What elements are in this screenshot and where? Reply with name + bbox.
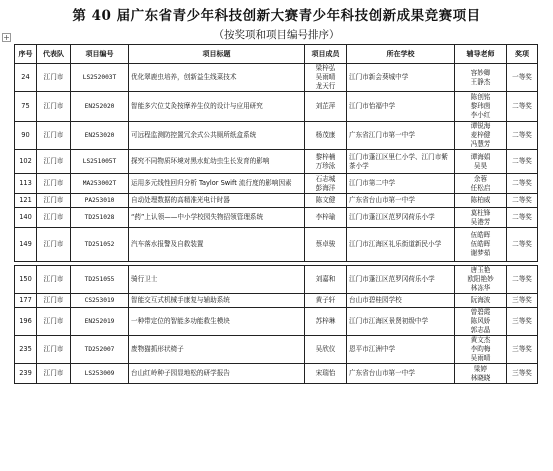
cell-tutor: 陈柏威 bbox=[455, 194, 507, 208]
table-header-row bbox=[15, 45, 538, 64]
cell-no: 24 bbox=[15, 64, 37, 92]
cell-tutor: 梁婷 林晓晓 bbox=[455, 364, 507, 384]
page-title: 第 40 届广东省青少年科技创新大赛青少年科技创新成果竞赛项目 bbox=[72, 8, 481, 24]
cell-members: 刘芷萍 bbox=[305, 92, 347, 122]
cell-tutor: 容妙卿 王静杰 bbox=[455, 64, 507, 92]
table-row bbox=[15, 364, 538, 384]
header-school: 所在学校 bbox=[347, 45, 455, 64]
cell-no: 239 bbox=[15, 364, 37, 384]
cell-members: 黎梓楠 万珍泳 bbox=[305, 150, 347, 174]
cell-code: LS251005T bbox=[71, 150, 129, 174]
cell-code: TD251028 bbox=[71, 208, 129, 228]
cell-code: LS252003T bbox=[71, 64, 129, 92]
cell-tutor: 谭锐海 麦梓健 冯慧芳 bbox=[455, 122, 507, 150]
cell-award: 三等奖 bbox=[507, 308, 538, 336]
cell-title: 骑行卫士 bbox=[129, 266, 305, 294]
table-row bbox=[15, 336, 538, 364]
cell-school: 广东省江门市第一中学 bbox=[347, 122, 455, 150]
table-row bbox=[15, 64, 538, 92]
cell-title: 智能多穴位艾灸按摩养生仪的设计与应用研究 bbox=[129, 92, 305, 122]
cell-tutor: 唐玉艳 欧阳艳妙 林冻华 bbox=[455, 266, 507, 294]
cell-team: 江门市 bbox=[37, 174, 71, 194]
cell-school: 广东省台山市第一中学 bbox=[347, 364, 455, 384]
cell-tutor: 莫柱锋 吴港芳 bbox=[455, 208, 507, 228]
cell-award: 二等奖 bbox=[507, 174, 538, 194]
table-row bbox=[15, 194, 538, 208]
cell-no: 177 bbox=[15, 294, 37, 308]
table-row bbox=[15, 266, 538, 294]
cell-award: 三等奖 bbox=[507, 336, 538, 364]
cell-award: 二等奖 bbox=[507, 92, 538, 122]
page-subtitle: （按奖项和项目编号排序） bbox=[213, 29, 340, 41]
cell-school: 江门市蓬江区范罗冈荷乐小学 bbox=[347, 266, 455, 294]
cell-award: 二等奖 bbox=[507, 150, 538, 174]
table-row bbox=[15, 308, 538, 336]
cell-no: 121 bbox=[15, 194, 37, 208]
cell-tutor: 伍皓晖 伍皓晖 谢梦茹 bbox=[455, 228, 507, 262]
cell-code: MA253002T bbox=[71, 174, 129, 194]
cell-tutor: 余蓉 任松启 bbox=[455, 174, 507, 194]
cell-members: 梁梓弘 吴雨晴 龙天行 bbox=[305, 64, 347, 92]
cell-members: 刘嘉和 bbox=[305, 266, 347, 294]
table-row bbox=[15, 208, 538, 228]
cell-school: 江门市怡福中学 bbox=[347, 92, 455, 122]
table-row bbox=[15, 92, 538, 122]
cell-code: TD251052 bbox=[71, 228, 129, 262]
cell-title: 运用多元线性回归分析 Taylor Swift 流行度的影响因素 bbox=[129, 174, 305, 194]
cell-members: 杨茂康 bbox=[305, 122, 347, 150]
cell-award: 二等奖 bbox=[507, 122, 538, 150]
header-title: 项目标题 bbox=[129, 45, 305, 64]
cell-title: 台山红岭种子园显地松的研学报告 bbox=[129, 364, 305, 384]
cell-tutor: 陈创铭 黎玮茵 李小红 bbox=[455, 92, 507, 122]
cell-team: 江门市 bbox=[37, 122, 71, 150]
cell-school: 恩平市江洲中学 bbox=[347, 336, 455, 364]
cell-code: CS253019 bbox=[71, 294, 129, 308]
cell-school: 江门市蓬江区里仁小学、江门市紫茶小学 bbox=[347, 150, 455, 174]
cell-school: 江门市新会葵城中学 bbox=[347, 64, 455, 92]
cell-code: LS253009 bbox=[71, 364, 129, 384]
cell-award: 一等奖 bbox=[507, 64, 538, 92]
header-tutor: 辅导老师 bbox=[455, 45, 507, 64]
header-no: 序号 bbox=[15, 45, 37, 64]
cell-no: 113 bbox=[15, 174, 37, 194]
cell-title: 优化翠鹿虫培养，创新益生线菜技术 bbox=[129, 64, 305, 92]
table-row bbox=[15, 174, 538, 194]
cell-code: PA253010 bbox=[71, 194, 129, 208]
cell-team: 江门市 bbox=[37, 364, 71, 384]
cell-members: 宋瑞怡 bbox=[305, 364, 347, 384]
table-row bbox=[15, 150, 538, 174]
cell-team: 江门市 bbox=[37, 308, 71, 336]
table-row bbox=[15, 122, 538, 150]
cell-team: 江门市 bbox=[37, 208, 71, 228]
cell-title: 一种带定位的智能多功能救生模块 bbox=[129, 308, 305, 336]
cell-no: 235 bbox=[15, 336, 37, 364]
cell-tutor: 谭海娟 吴昊 bbox=[455, 150, 507, 174]
cell-no: 102 bbox=[15, 150, 37, 174]
cell-members: 李梓瑜 bbox=[305, 208, 347, 228]
cell-school: 江门市蓬江区范罗冈荷乐小学 bbox=[347, 208, 455, 228]
cell-team: 江门市 bbox=[37, 294, 71, 308]
cell-no: 140 bbox=[15, 208, 37, 228]
cell-tutor: 曾碧霞 陈风娇 郭志晶 bbox=[455, 308, 507, 336]
cell-award: 三等奖 bbox=[507, 364, 538, 384]
table-move-handle-icon[interactable]: + bbox=[3, 33, 10, 42]
cell-award: 二等奖 bbox=[507, 266, 538, 294]
cell-code: TD252007 bbox=[71, 336, 129, 364]
cell-members: 黄子轩 bbox=[305, 294, 347, 308]
table-row bbox=[15, 228, 538, 262]
cell-no: 75 bbox=[15, 92, 37, 122]
cell-team: 江门市 bbox=[37, 336, 71, 364]
cell-team: 江门市 bbox=[37, 194, 71, 208]
cell-no: 149 bbox=[15, 228, 37, 262]
cell-tutor: 阮海波 bbox=[455, 294, 507, 308]
cell-no: 90 bbox=[15, 122, 37, 150]
cell-title: 汽车落水报警及自救装置 bbox=[129, 228, 305, 262]
cell-award: 三等奖 bbox=[507, 294, 538, 308]
header-code: 项目编号 bbox=[71, 45, 129, 64]
header-members: 项目成员 bbox=[305, 45, 347, 64]
cell-no: 196 bbox=[15, 308, 37, 336]
cell-award: 二等奖 bbox=[507, 194, 538, 208]
cell-tutor: 黄文杰 李昀梅 吴雨晴 bbox=[455, 336, 507, 364]
cell-members: 石志城 彭海洋 bbox=[305, 174, 347, 194]
cell-members: 吴欣仪 bbox=[305, 336, 347, 364]
header-team: 代表队 bbox=[37, 45, 71, 64]
cell-school: 江门市江海区景贤初级中学 bbox=[347, 308, 455, 336]
cell-code: EN252019 bbox=[71, 308, 129, 336]
cell-team: 江门市 bbox=[37, 266, 71, 294]
cell-title: 探究不同物质环境对黑水虻幼虫生长发育的影响 bbox=[129, 150, 305, 174]
cell-award: 二等奖 bbox=[507, 208, 538, 228]
cell-members: 苏梓琳 bbox=[305, 308, 347, 336]
cell-school: 广东省台山市第一中学 bbox=[347, 194, 455, 208]
cell-code: TD251055 bbox=[71, 266, 129, 294]
cell-members: 蔡卓骏 bbox=[305, 228, 347, 262]
cell-team: 江门市 bbox=[37, 92, 71, 122]
cell-title: 智能交互式机械手康复与辅助系统 bbox=[129, 294, 305, 308]
cell-title: 自动处理数据的高精准光电计时器 bbox=[129, 194, 305, 208]
header-award: 奖项 bbox=[507, 45, 538, 64]
cell-code: EN253020 bbox=[71, 122, 129, 150]
results-table bbox=[14, 44, 538, 384]
cell-no: 150 bbox=[15, 266, 37, 294]
cell-award: 二等奖 bbox=[507, 228, 538, 262]
cell-school: 台山市碧桂园学校 bbox=[347, 294, 455, 308]
cell-team: 江门市 bbox=[37, 228, 71, 262]
cell-title: 废物猫抓形状椅子 bbox=[129, 336, 305, 364]
cell-team: 江门市 bbox=[37, 150, 71, 174]
cell-code: EN252020 bbox=[71, 92, 129, 122]
cell-school: 江门市江海区礼乐街道新民小学 bbox=[347, 228, 455, 262]
cell-title: 可远程监测防控置冗余式公共厕所纸盒系统 bbox=[129, 122, 305, 150]
cell-title: “药”上认领——中小学校园失物招领管理系统 bbox=[129, 208, 305, 228]
cell-school: 江门市第二中学 bbox=[347, 174, 455, 194]
cell-members: 陈文健 bbox=[305, 194, 347, 208]
cell-team: 江门市 bbox=[37, 64, 71, 92]
table-row bbox=[15, 294, 538, 308]
